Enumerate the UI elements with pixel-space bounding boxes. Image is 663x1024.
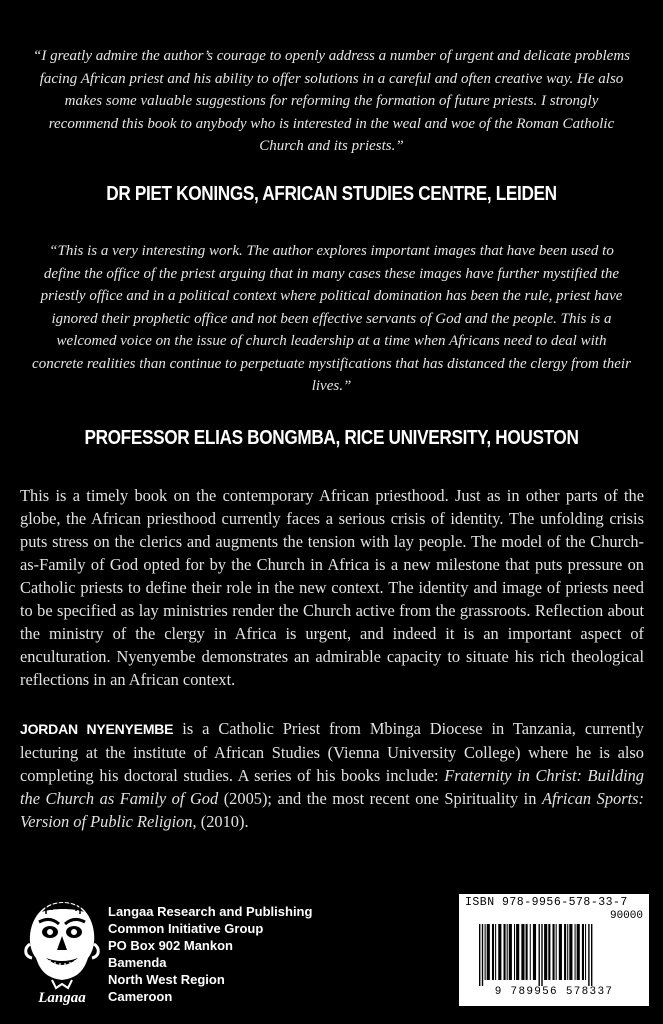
barcode-bar (507, 924, 508, 980)
barcode-bar (533, 924, 536, 980)
price-code: 90000 (609, 910, 643, 922)
publisher-line: Cameroon (108, 989, 173, 1004)
barcode-bar (485, 924, 486, 980)
barcode-bar (577, 924, 580, 980)
barcode-bar (514, 924, 515, 980)
book-title-1: Fraternity in Christ: Building the Church as Family of God (20, 766, 645, 808)
publisher-line: Langaa Research and Publishing (108, 904, 313, 919)
barcode-bar (487, 924, 490, 980)
author-bio-text-2: (2005); and the most recent one Spirituality in (218, 789, 542, 808)
barcode-bar (575, 924, 576, 980)
barcode-bar (541, 924, 542, 986)
langaa-logo (22, 896, 102, 1006)
barcode-bar (564, 924, 566, 980)
endorsement-quote-1: “I greatly admire the author’s courage to openly address a number of urgent and delicate problems facing African priest and his ability to offer solutions in a careful and often creative way. He also makes some valuable suggestions for reforming the formation of future priests. I strongly recommend this book to anybody who is interested in the weal and woe of the Roman Catholic Church and its priests.” (32, 48, 630, 154)
barcode-bar (526, 924, 528, 980)
barcode-bar (591, 924, 592, 986)
barcode-bar (479, 924, 480, 986)
barcode-bar (516, 924, 519, 980)
book-description: This is a timely book on the contemporary African priesthood. Just as in other parts of the globe, the African priesthood currently faces a serious crisis of identity. The unfolding crisis puts stress on the clerics and augments the tension with lay people. The model of the Church-as-Family of God opted for by the Church in Africa is a new milestone that puts pressure on Catholic priests to define their role in the new context. The identity and image of priests need to be specified as lay ministries render the Church active from the grassroots. Reflection about the ministry of the clergy in Africa is urgent, and indeed it is an important aspect of enculturation. Nyenyembe demonstrates an admirable capacity to situate his rich theological reflections in an African context. (20, 486, 644, 689)
barcode-bar (548, 924, 550, 980)
publisher-line: North West Region (108, 972, 225, 987)
barcode-bar (569, 924, 572, 980)
barcode-bar (588, 924, 589, 986)
barcode-bar (559, 924, 562, 980)
barcode-bar (521, 924, 524, 980)
publisher-address (108, 903, 312, 1005)
author-bio (20, 717, 644, 833)
barcode-bar (585, 924, 586, 980)
barcode-bar (495, 924, 496, 980)
endorsement-attribution-2: PROFESSOR ELIAS BONGMBA, RICE UNIVERSITY, HOUSTON (84, 427, 579, 449)
barcode-bar (553, 924, 555, 980)
barcode (465, 924, 643, 988)
publisher-line: PO Box 902 Mankon (108, 938, 233, 953)
author-bio-text-3: , (2010). (192, 812, 249, 831)
barcode-digits: 9 789956 578337 (494, 986, 614, 998)
endorsement-quote-2: “This is a very interesting work. The author explores important images that have been used to define the office of the priest arguing that in many cases these images have further mystified the priestly office and in a political context where political domination has been the rule, priest have ignored their prophetic office and not been effective servants of God and the people. This is a welcomed voice on the issue of church leadership at a time when Africans need to deal with concrete realities than continue to perpetuate mystifications that has distanced the clergy from their lives.” (32, 243, 631, 394)
logo-text: Langaa (38, 990, 86, 1006)
isbn-text: ISBN 978-9956-578-33-7 (465, 896, 628, 909)
barcode-bar (482, 924, 483, 986)
barcode-bar (498, 924, 501, 980)
barcode-bar (556, 924, 557, 980)
barcode-bar (492, 924, 494, 980)
endorsement-attribution-1: DR PIET KONINGS, AFRICAN STUDIES CENTRE, LEIDEN (106, 183, 557, 205)
barcode-bar (544, 924, 547, 980)
barcode-bar (530, 924, 531, 980)
barcode-bar (504, 924, 506, 980)
barcode-bar (509, 924, 512, 980)
barcode-bar (567, 924, 568, 980)
barcode-bar (539, 924, 540, 986)
barcode-box (459, 894, 649, 1006)
publisher-line: Bamenda (108, 955, 167, 970)
publisher-line: Common Initiative Group (108, 921, 264, 936)
barcode-bar (582, 924, 584, 980)
author-bio-text-1: is a Catholic Priest from Mbinga Diocese in Tanzania, currently lecturing at the institute of African Studies (Vienna University College) where he is also completing his doctoral studies. A series of his books include: (20, 719, 644, 785)
book-title-2: African Sports: Version of Public Religion (20, 789, 644, 831)
author-name: JORDAN NYENYEMBE (20, 721, 174, 737)
